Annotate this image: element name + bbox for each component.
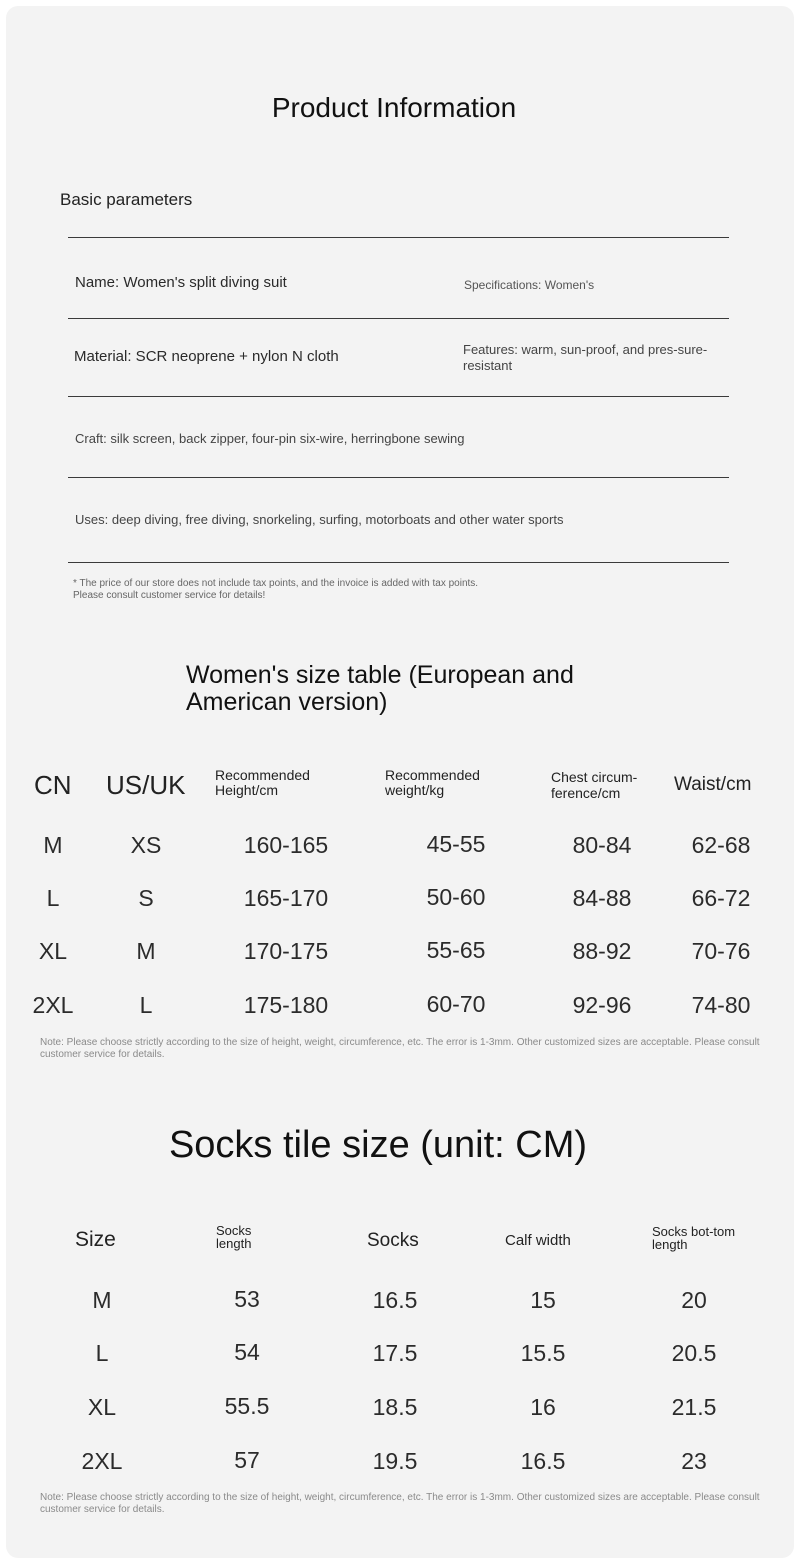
size-usuk: M — [136, 938, 156, 964]
size-usuk: L — [139, 992, 153, 1018]
size-waist: 66-72 — [691, 885, 751, 911]
param-features: Features: warm, sun-proof, and pres-sure-resistant — [463, 342, 708, 373]
size-chest: 92-96 — [572, 992, 632, 1018]
size-header-weight: Recommended weight/kg — [385, 767, 480, 798]
size-header-chest: Chest circum-ference/cm — [551, 769, 638, 801]
size-height: 170-175 — [243, 938, 329, 964]
socks-length: 57 — [234, 1447, 260, 1473]
socks-table-note: Note: Please choose strictly according to the size of height, weight, circumference, etc. The error is 1-3mm. Other customized sizes are acceptable. Please consult customer service for details. — [40, 1492, 760, 1515]
socks-length: 53 — [234, 1286, 260, 1312]
size-cn: L — [46, 885, 60, 911]
socks-calf: 15.5 — [520, 1340, 566, 1366]
size-weight: 55-65 — [426, 937, 486, 963]
socks-calf: 16.5 — [520, 1448, 566, 1474]
socks-bottom-length: 23 — [681, 1448, 707, 1474]
product-info-title: Product Information — [271, 92, 517, 123]
size-waist: 70-76 — [691, 938, 751, 964]
socks-header-bottom-length: Socks bot-tom length — [652, 1224, 736, 1252]
size-weight: 50-60 — [426, 884, 486, 910]
socks-header-socks: Socks — [367, 1230, 419, 1251]
socks-calf: 16 — [530, 1394, 556, 1420]
size-height: 165-170 — [243, 885, 329, 911]
socks-bottom-length: 21.5 — [671, 1394, 717, 1420]
socks-bottom-length: 20 — [681, 1287, 707, 1313]
size-header-usuk: US/UK — [106, 770, 186, 800]
size-table-title: Women's size table (European and American version) — [186, 661, 574, 716]
size-height: 175-180 — [243, 992, 329, 1018]
size-chest: 88-92 — [572, 938, 632, 964]
divider — [68, 237, 729, 238]
size-usuk: S — [138, 885, 154, 911]
socks-bottom-length: 20.5 — [671, 1340, 717, 1366]
param-specifications: Specifications: Women's — [464, 278, 595, 292]
size-chest: 84-88 — [572, 885, 632, 911]
socks-size: M — [92, 1287, 112, 1313]
size-waist: 74-80 — [691, 992, 751, 1018]
divider — [68, 477, 729, 478]
divider — [68, 562, 729, 563]
divider — [68, 396, 729, 397]
socks-value: 19.5 — [372, 1448, 418, 1474]
size-height: 160-165 — [243, 832, 329, 858]
product-detail-page — [6, 6, 794, 1558]
size-cn: 2XL — [32, 992, 74, 1018]
socks-calf: 15 — [530, 1287, 556, 1313]
socks-size: XL — [87, 1394, 117, 1420]
socks-header-size: Size — [75, 1228, 116, 1251]
size-cn: M — [43, 832, 63, 858]
socks-header-length: Socks length — [216, 1223, 252, 1251]
socks-value: 17.5 — [372, 1340, 418, 1366]
basic-parameters-label: Basic parameters — [60, 190, 193, 209]
param-material: Material: SCR neoprene + nylon N cloth — [74, 348, 339, 365]
size-waist: 62-68 — [691, 832, 751, 858]
socks-size: 2XL — [81, 1448, 123, 1474]
size-header-height: Recommended Height/cm — [215, 767, 310, 798]
socks-length: 54 — [234, 1339, 260, 1365]
size-usuk: XS — [130, 832, 162, 858]
divider — [68, 318, 729, 319]
param-craft: Craft: silk screen, back zipper, four-pin six-wire, herringbone sewing — [75, 431, 465, 446]
size-header-cn: CN — [34, 770, 72, 800]
size-chest: 80-84 — [572, 832, 632, 858]
size-header-waist: Waist/cm — [674, 774, 752, 795]
socks-value: 16.5 — [372, 1287, 418, 1313]
size-table-note: Note: Please choose strictly according to the size of height, weight, circumference, etc. The error is 1-3mm. Other customized sizes are acceptable. Please consult customer service for details. — [40, 1037, 760, 1060]
socks-value: 18.5 — [372, 1394, 418, 1420]
param-uses: Uses: deep diving, free diving, snorkeling, surfing, motorboats and other water sports — [75, 512, 564, 527]
size-weight: 60-70 — [426, 991, 486, 1017]
socks-size: L — [95, 1340, 109, 1366]
size-weight: 45-55 — [426, 831, 486, 857]
tax-note: * The price of our store does not include tax points, and the invoice is added with tax points. Please consult customer service for details! — [73, 578, 479, 601]
socks-length: 55.5 — [224, 1393, 270, 1419]
size-cn: XL — [38, 938, 68, 964]
socks-table-title: Socks tile size (unit: CM) — [168, 1124, 588, 1166]
socks-header-calf: Calf width — [505, 1232, 571, 1249]
param-name: Name: Women's split diving suit — [75, 274, 287, 291]
